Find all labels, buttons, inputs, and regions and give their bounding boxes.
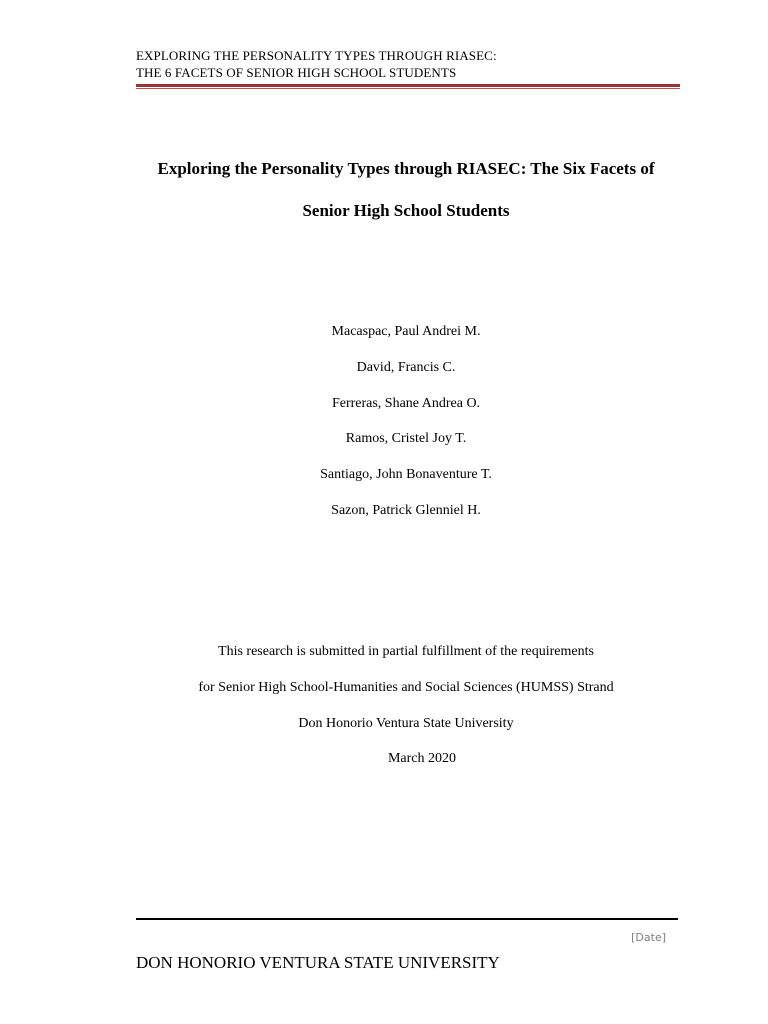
footer-rule — [136, 918, 678, 920]
author-name: Santiago, John Bonaventure T. — [320, 467, 492, 483]
title-line-1: Exploring the Personality Types through RIASEC: The Six Facets of — [157, 159, 655, 178]
title-line-2: Senior High School Students — [302, 201, 510, 220]
author-name: Sazon, Patrick Glenniel H. — [331, 502, 481, 518]
running-header-line-2: THE 6 FACETS OF SENIOR HIGH SCHOOL STUDENTS — [136, 65, 457, 80]
submission-institution: Don Honorio Ventura State University — [298, 715, 514, 731]
author-name: David, Francis C. — [356, 359, 456, 375]
running-header-line-1: EXPLORING THE PERSONALITY TYPES THROUGH RIASEC: — [136, 48, 497, 63]
footer-university: DON HONORIO VENTURA STATE UNIVERSITY — [136, 953, 500, 972]
submission-line-1: This research is submitted in partial fulfillment of the requirements — [218, 644, 594, 659]
document-title — [100, 148, 712, 232]
running-header — [136, 47, 680, 81]
author-name: Macaspac, Paul Andrei M. — [331, 324, 481, 339]
date-placeholder[interactable]: [Date] — [631, 931, 666, 944]
submission-date: March 2020 — [387, 751, 457, 767]
author-name: Ramos, Cristel Joy T. — [345, 431, 467, 447]
submission-statement — [100, 634, 712, 777]
header-rule-thin — [136, 88, 680, 89]
header-rule-thick — [136, 84, 680, 87]
author-name: Ferreras, Shane Andrea O. — [331, 395, 481, 411]
submission-line-2: for Senior High School-Humanities and Social Sciences (HUMSS) Strand — [198, 679, 614, 695]
author-list — [200, 314, 612, 529]
